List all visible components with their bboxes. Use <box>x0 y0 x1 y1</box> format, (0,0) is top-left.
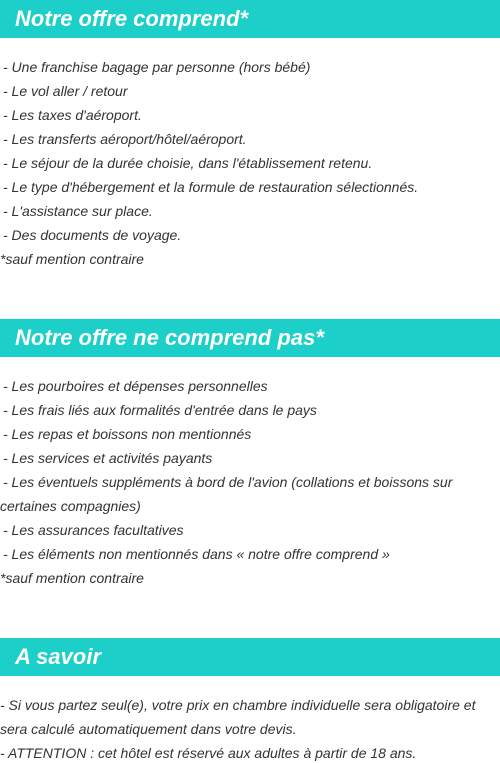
list-item: - Le vol aller / retour <box>3 83 128 99</box>
info-paragraph: - Si vous partez seul(e), votre prix en chambre individuelle sera obligatoire et sera calculé automatiquement dans votre devis. <box>0 697 476 737</box>
offer-excludes-footnote: *sauf mention contraire <box>0 570 144 586</box>
offer-excludes-section <box>0 319 500 590</box>
info-paragraph: - ATTENTION : cet hôtel est réservé aux adultes à partir de 18 ans. <box>0 745 417 761</box>
list-item: - Le séjour de la durée choisie, dans l'établissement retenu. <box>3 155 373 171</box>
good-to-know-text <box>0 693 500 763</box>
good-to-know-section <box>0 638 500 763</box>
offer-includes-footnote: *sauf mention contraire <box>0 251 144 267</box>
list-item: - Des documents de voyage. <box>3 227 182 243</box>
list-item: - Les éléments non mentionnés dans « notre offre comprend » <box>3 546 390 562</box>
list-item: - Le type d'hébergement et la formule de restauration sélectionnés. <box>3 179 419 195</box>
offer-includes-section <box>0 0 500 271</box>
offer-excludes-list <box>0 374 500 566</box>
list-item: - Les services et activités payants <box>3 450 213 466</box>
list-item: - Les pourboires et dépenses personnelles <box>3 378 268 394</box>
offer-includes-list <box>0 55 500 247</box>
good-to-know-title: A savoir <box>0 638 500 676</box>
list-item: - Les transferts aéroport/hôtel/aéroport. <box>3 131 247 147</box>
offer-excludes-title: Notre offre ne comprend pas* <box>0 319 500 357</box>
list-item: - Une franchise bagage par personne (hors bébé) <box>3 59 311 75</box>
list-item: - L'assistance sur place. <box>3 203 153 219</box>
offer-includes-title: Notre offre comprend* <box>0 0 500 38</box>
list-item: - Les frais liés aux formalités d'entrée dans le pays <box>3 402 317 418</box>
list-item: - Les taxes d'aéroport. <box>3 107 142 123</box>
list-item: - Les repas et boissons non mentionnés <box>3 426 252 442</box>
list-item: - Les éventuels suppléments à bord de l'avion (collations et boissons sur certaines compagnies) <box>0 474 453 514</box>
list-item: - Les assurances facultatives <box>3 522 184 538</box>
